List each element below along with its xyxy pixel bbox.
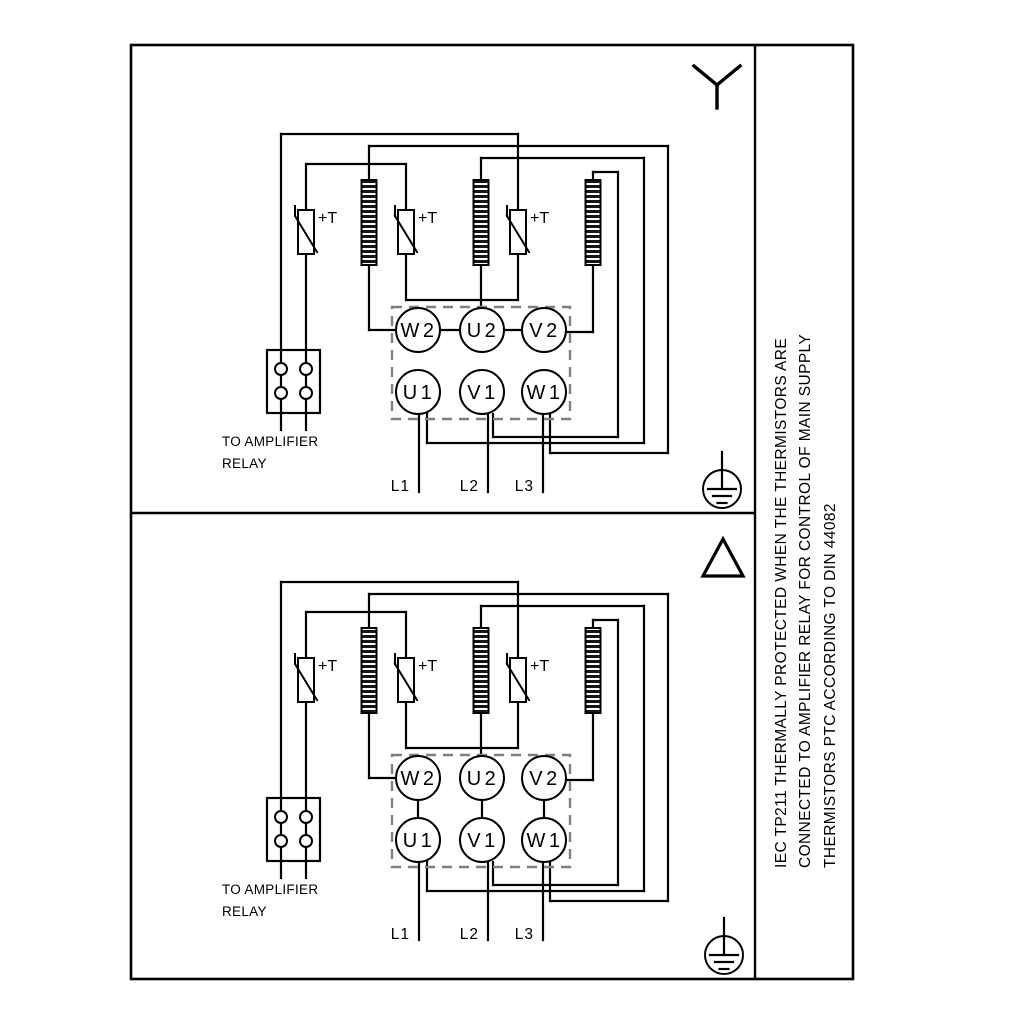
terminal-label-V2: V2 bbox=[529, 320, 561, 342]
thermistor-icon bbox=[295, 206, 317, 254]
motor-winding-icon bbox=[474, 628, 489, 713]
thermistor-label: +T bbox=[418, 658, 438, 675]
schematic-delta bbox=[222, 582, 668, 943]
terminal-label-V1: V1 bbox=[467, 382, 499, 404]
thermistor-label: +T bbox=[530, 658, 550, 675]
relay-contact bbox=[300, 835, 312, 847]
motor-winding-icon bbox=[474, 180, 489, 265]
wire bbox=[717, 66, 740, 85]
relay-contact bbox=[300, 387, 312, 399]
supply-label-L2: L2 bbox=[459, 478, 479, 495]
panel-star-connection bbox=[222, 66, 741, 508]
terminal-label-U1: U1 bbox=[402, 382, 436, 404]
relay-box bbox=[267, 798, 320, 861]
relay-note-line-1: TO AMPLIFIER bbox=[222, 882, 319, 897]
side-note-line-2: CONNECTED TO AMPLIFIER RELAY FOR CONTROL OF MAIN SUPPLY bbox=[797, 333, 814, 868]
relay-note-line-2: RELAY bbox=[222, 904, 267, 919]
side-note-line-3: THERMISTORS PTC ACCORDING TO DIN 44082 bbox=[822, 503, 839, 868]
wire bbox=[694, 66, 717, 85]
side-note-line-1: IEC TP211 THERMALLY PROTECTED WHEN THE THERMISTORS ARE bbox=[773, 337, 790, 868]
thermistor-body bbox=[398, 658, 414, 702]
star-connection-icon bbox=[694, 66, 740, 108]
thermistor-label: +T bbox=[418, 210, 438, 227]
supply-label-L2: L2 bbox=[459, 926, 479, 943]
terminal-label-U1: U1 bbox=[402, 830, 436, 852]
relay-contact bbox=[275, 811, 287, 823]
terminal-label-W2: W2 bbox=[400, 320, 438, 342]
thermistor-label: +T bbox=[318, 658, 338, 675]
thermistor-icon bbox=[295, 654, 317, 702]
relay-terminal-block bbox=[267, 798, 320, 861]
ground-icon bbox=[705, 918, 743, 974]
terminal-label-W1: W1 bbox=[526, 382, 564, 404]
terminal-label-W2: W2 bbox=[400, 768, 438, 790]
panel-delta-connection bbox=[222, 539, 743, 974]
delta-connection-icon bbox=[703, 539, 743, 576]
thermistor-label: +T bbox=[318, 210, 338, 227]
relay-contact bbox=[275, 387, 287, 399]
relay-contact bbox=[275, 363, 287, 375]
terminal-label-W1: W1 bbox=[526, 830, 564, 852]
ground-icon bbox=[703, 452, 741, 508]
motor-winding-icon bbox=[362, 628, 377, 713]
supply-label-L1: L1 bbox=[390, 926, 410, 943]
relay-box bbox=[267, 350, 320, 413]
motor-winding-icon bbox=[586, 180, 601, 265]
side-note bbox=[773, 334, 839, 868]
thermistor-icon bbox=[507, 654, 529, 702]
relay-note-line-1: TO AMPLIFIER bbox=[222, 434, 319, 449]
relay-contact bbox=[275, 835, 287, 847]
terminal-label-V1: V1 bbox=[467, 830, 499, 852]
relay-contact bbox=[300, 363, 312, 375]
thermistor-icon bbox=[507, 206, 529, 254]
supply-label-L1: L1 bbox=[390, 478, 410, 495]
terminal-label-V2: V2 bbox=[529, 768, 561, 790]
thermistor-body bbox=[510, 658, 526, 702]
thermistor-icon bbox=[395, 654, 417, 702]
thermistor-body bbox=[398, 210, 414, 254]
terminal-label-U2: U2 bbox=[466, 768, 500, 790]
thermistor-body bbox=[510, 210, 526, 254]
relay-note-line-2: RELAY bbox=[222, 456, 267, 471]
thermistor-label: +T bbox=[530, 210, 550, 227]
thermistor-body bbox=[298, 210, 314, 254]
thermistor-body bbox=[298, 658, 314, 702]
relay-contact bbox=[300, 811, 312, 823]
motor-winding-icon bbox=[586, 628, 601, 713]
supply-label-L3: L3 bbox=[514, 478, 534, 495]
terminal-label-U2: U2 bbox=[466, 320, 500, 342]
motor-winding-icon bbox=[362, 180, 377, 265]
supply-label-L3: L3 bbox=[514, 926, 534, 943]
schematic-star bbox=[222, 134, 668, 495]
thermistor-icon bbox=[395, 206, 417, 254]
relay-terminal-block bbox=[267, 350, 320, 413]
